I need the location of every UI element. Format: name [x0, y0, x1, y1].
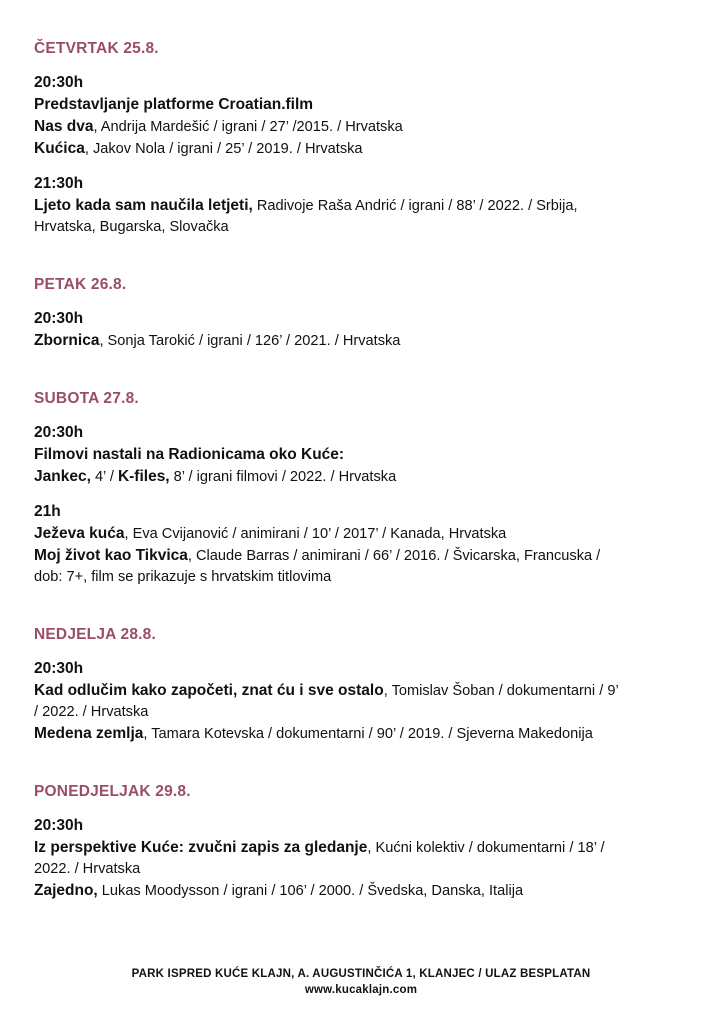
film-line	[34, 680, 694, 702]
film-line	[34, 837, 694, 859]
film-line	[34, 466, 694, 488]
screening-time: 20:30h	[34, 74, 84, 91]
screening-time: 20:30h	[34, 660, 84, 677]
screening-slot	[34, 658, 694, 745]
film-line	[34, 444, 694, 466]
film-details: dob: 7+, film se prikazuje s hrvatskim titlovima	[34, 569, 332, 585]
section-spacer	[34, 251, 694, 276]
film-line	[34, 195, 694, 217]
film-details: 4’ /	[90, 469, 118, 485]
film-title: K-files,	[117, 468, 170, 485]
film-details: , Tamara Kotevska / dokumentarni / 90’ / 2019. / Sjeverna Makedonija	[143, 726, 593, 742]
day-section	[34, 40, 694, 238]
day-heading: SUBOTA 27.8.	[34, 390, 139, 407]
film-line	[34, 723, 694, 745]
screening-time: 20:30h	[34, 310, 84, 327]
film-title: Ljeto kada sam naučila letjeti,	[34, 197, 253, 214]
screening-slot	[34, 815, 694, 902]
film-line	[34, 880, 694, 902]
film-line	[34, 138, 694, 160]
film-line	[34, 217, 694, 238]
film-title: Kad odlučim kako započeti, znat ću i sve ostalo	[34, 682, 384, 699]
screening-time: 20:30h	[34, 424, 84, 441]
film-details: 8’ / igrani filmovi / 2022. / Hrvatska	[169, 469, 397, 485]
film-title: Moj život kao Tikvica	[34, 547, 188, 564]
screening-time: 21h	[34, 503, 61, 520]
film-title: Nas dva	[34, 118, 94, 135]
film-title: Jankec,	[34, 468, 91, 485]
film-details: Hrvatska, Bugarska, Slovačka	[34, 219, 229, 235]
day-section	[34, 783, 694, 902]
film-title: Medena zemlja	[34, 725, 144, 742]
screening-slot	[34, 173, 694, 238]
section-spacer	[34, 758, 694, 783]
screening-time: 20:30h	[34, 817, 84, 834]
screening-slot	[34, 72, 694, 160]
film-details: / 2022. / Hrvatska	[34, 704, 149, 720]
day-heading: PONEDJELJAK 29.8.	[34, 783, 191, 800]
film-details: , Claude Barras / animirani / 66’ / 2016. / Švicarska, Francuska /	[187, 548, 601, 564]
footer-website[interactable]: www.kucaklajn.com	[304, 984, 418, 996]
film-line	[34, 116, 694, 138]
day-section	[34, 626, 694, 745]
film-line	[34, 330, 694, 352]
film-title: Zajedno,	[34, 882, 98, 899]
day-section	[34, 390, 694, 588]
film-details: , Eva Cvijanović / animirani / 10’ / 2017’ / Kanada, Hrvatska	[124, 526, 507, 542]
film-details: , Kućni kolektiv / dokumentarni / 18’ /	[367, 840, 605, 856]
screening-time: 21:30h	[34, 175, 84, 192]
film-details: , Andrija Mardešić / igrani / 27’ /2015. / Hrvatska	[93, 119, 403, 135]
film-details: , Jakov Nola / igrani / 25’ / 2019. / Hrvatska	[84, 141, 363, 157]
film-title: Kućica	[34, 140, 85, 157]
day-heading: ČETVRTAK 25.8.	[34, 40, 159, 57]
film-title: Iz perspektive Kuće: zvučni zapis za gledanje	[34, 839, 368, 856]
section-spacer	[34, 601, 694, 626]
day-heading: NEDJELJA 28.8.	[34, 626, 156, 643]
film-line	[34, 545, 694, 567]
film-title: Zbornica	[34, 332, 100, 349]
section-spacer	[34, 365, 694, 390]
footer-address: PARK ISPRED KUĆE KLAJN, A. AUGUSTINČIĆA 1, KLANJEC / ULAZ BESPLATAN	[131, 968, 591, 980]
screening-slot	[34, 501, 694, 588]
film-title: Predstavljanje platforme Croatian.film	[34, 96, 314, 113]
film-line	[34, 523, 694, 545]
film-line	[34, 859, 694, 880]
screening-slot	[34, 308, 694, 352]
film-details: 2022. / Hrvatska	[34, 861, 141, 877]
film-title: Filmovi nastali na Radionicama oko Kuće:	[34, 446, 345, 463]
film-details: , Tomislav Šoban / dokumentarni / 9’	[383, 683, 619, 699]
screening-slot	[34, 422, 694, 488]
programme	[34, 40, 694, 915]
day-section	[34, 276, 694, 352]
film-line	[34, 702, 694, 723]
film-details: Radivoje Raša Andrić / igrani / 88’ / 2022. / Srbija,	[252, 198, 578, 214]
film-details: Lukas Moodysson / igrani / 106’ / 2000. / Švedska, Danska, Italija	[97, 883, 524, 899]
film-line	[34, 567, 694, 588]
film-line	[34, 94, 694, 116]
footer	[0, 966, 722, 998]
film-title: Ježeva kuća	[34, 525, 125, 542]
day-heading: PETAK 26.8.	[34, 276, 127, 293]
film-details: , Sonja Tarokić / igrani / 126’ / 2021. / Hrvatska	[99, 333, 401, 349]
